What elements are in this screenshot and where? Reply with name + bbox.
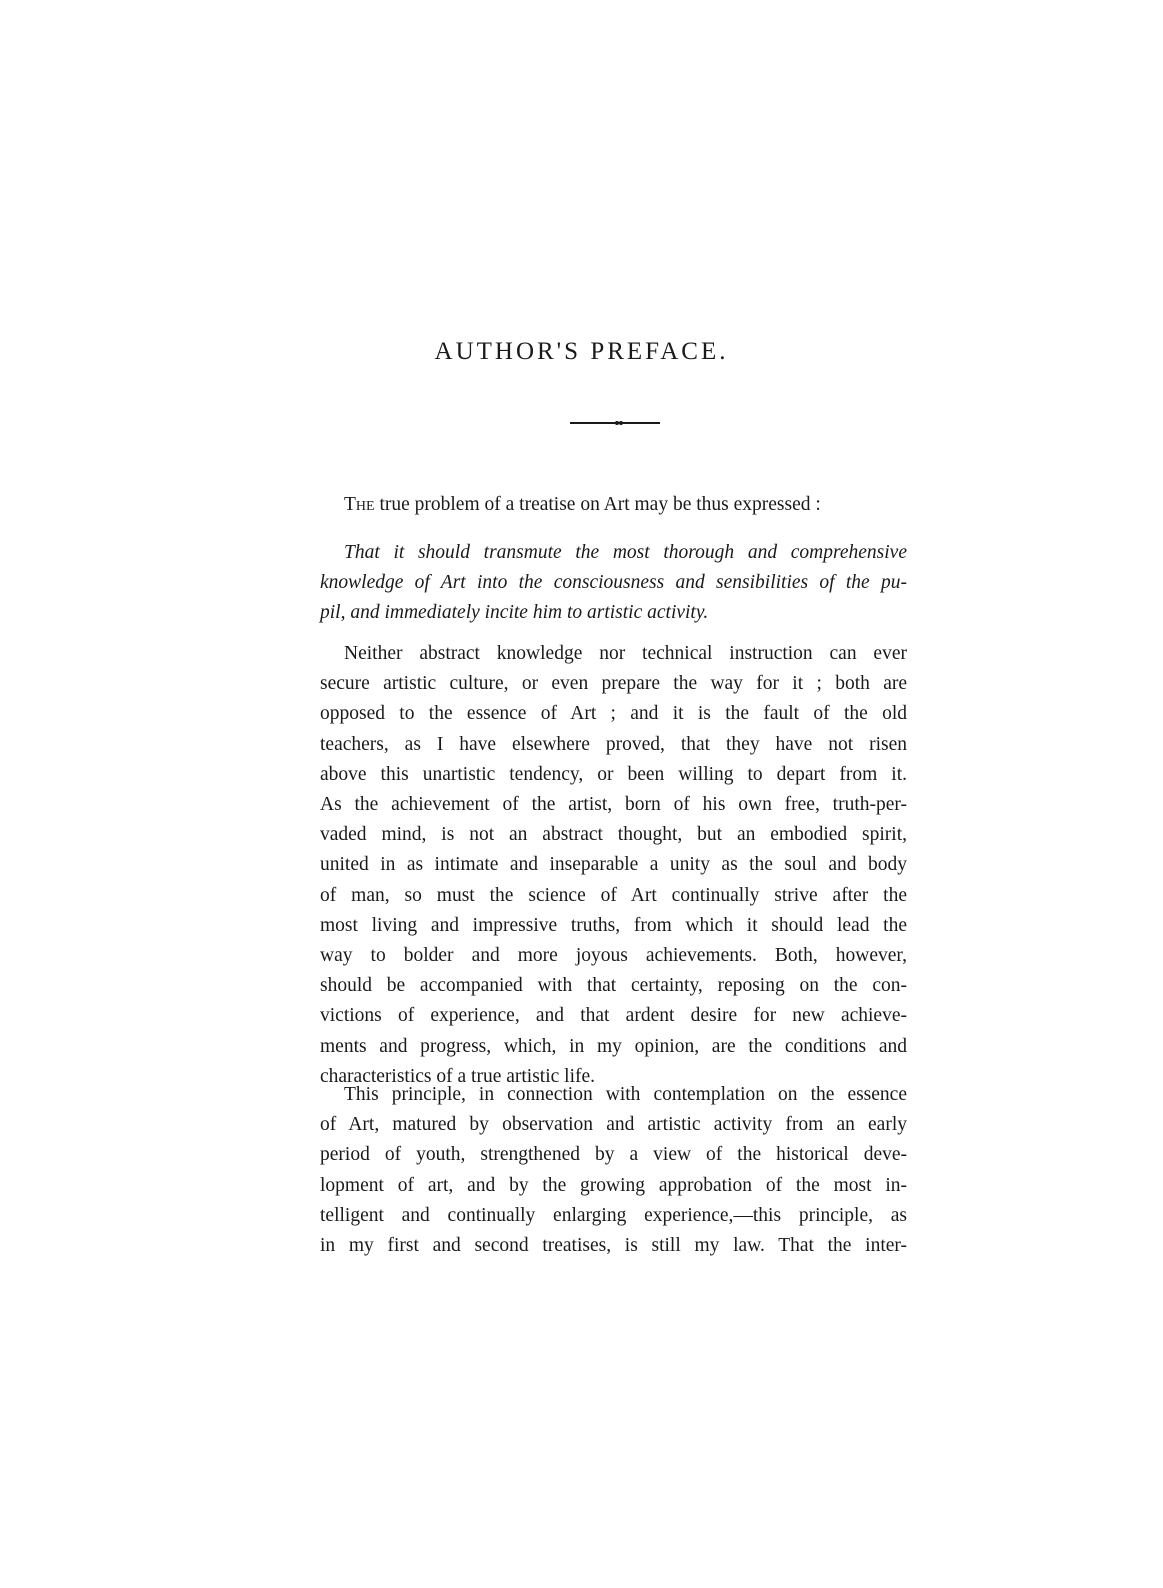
- paragraph-line: of man, so must the science of Art continually strive after the: [320, 884, 907, 906]
- paragraph-line: teachers, as I have elsewhere proved, that they have not risen: [320, 733, 907, 755]
- paragraph-line: most living and impressive truths, from which it should lead the: [320, 914, 907, 936]
- quote-line: That it should transmute the most thorough and comprehensive: [344, 542, 907, 563]
- paragraph-line: Neither abstract knowledge nor technical instruction can ever: [344, 643, 907, 664]
- paragraph-line: period of youth, strengthened by a view of the historical deve-: [320, 1144, 907, 1166]
- paragraph-line: above this unartistic tendency, or been willing to depart from it.: [320, 763, 907, 785]
- paragraph-line: opposed to the essence of Art ; and it is the fault of the old: [320, 703, 907, 725]
- paragraph-line: united in as intimate and inseparable a unity as the soul and body: [320, 854, 907, 876]
- quote-line: knowledge of Art into the consciousness and sensibilities of the pu-: [320, 572, 907, 594]
- paragraph-line: ments and progress, which, in my opinion, are the conditions and: [320, 1035, 907, 1057]
- quote-line: pil, and immediately incite him to artistic activity.: [320, 602, 709, 624]
- paragraph-line: vaded mind, is not an abstract thought, but an embodied spirit,: [320, 824, 907, 846]
- paragraph-line: characteristics of a true artistic life.: [320, 1065, 596, 1087]
- intro-rest: true problem of a treatise on Art may be thus expressed :: [374, 494, 821, 515]
- paragraph-line: As the achievement of the artist, born of his own free, truth-per-: [320, 794, 907, 816]
- paragraph-line: lopment of art, and by the growing approbation of the most in-: [320, 1174, 907, 1196]
- italic-definition: [320, 538, 907, 629]
- page-title: AUTHOR'S PREFACE.: [434, 338, 729, 365]
- paragraph-line: in my first and second treatises, is still my law. That the inter-: [320, 1235, 907, 1257]
- paragraph-line: should be accompanied with that certainty, reposing on the con-: [320, 975, 907, 997]
- paragraph-line: of Art, matured by observation and artistic activity from an early: [320, 1114, 907, 1136]
- paragraph-line: way to bolder and more joyous achievements. Both, however,: [320, 945, 907, 967]
- ornament-divider: [570, 421, 660, 425]
- paragraph-2: [320, 1080, 907, 1261]
- paragraph-line: This principle, in connection with contemplation on the essence: [344, 1084, 907, 1105]
- paragraph-line: telligent and continually enlarging experience,—this principle, as: [320, 1204, 907, 1226]
- paragraph-1: [320, 639, 907, 1092]
- intro-lead: The: [344, 494, 375, 515]
- paragraph-line: victions of experience, and that ardent desire for new achieve-: [320, 1005, 907, 1027]
- intro-line: [320, 490, 907, 520]
- paragraph-line: secure artistic culture, or even prepare the way for it ; both are: [320, 673, 907, 695]
- intro-paragraph: [320, 490, 907, 520]
